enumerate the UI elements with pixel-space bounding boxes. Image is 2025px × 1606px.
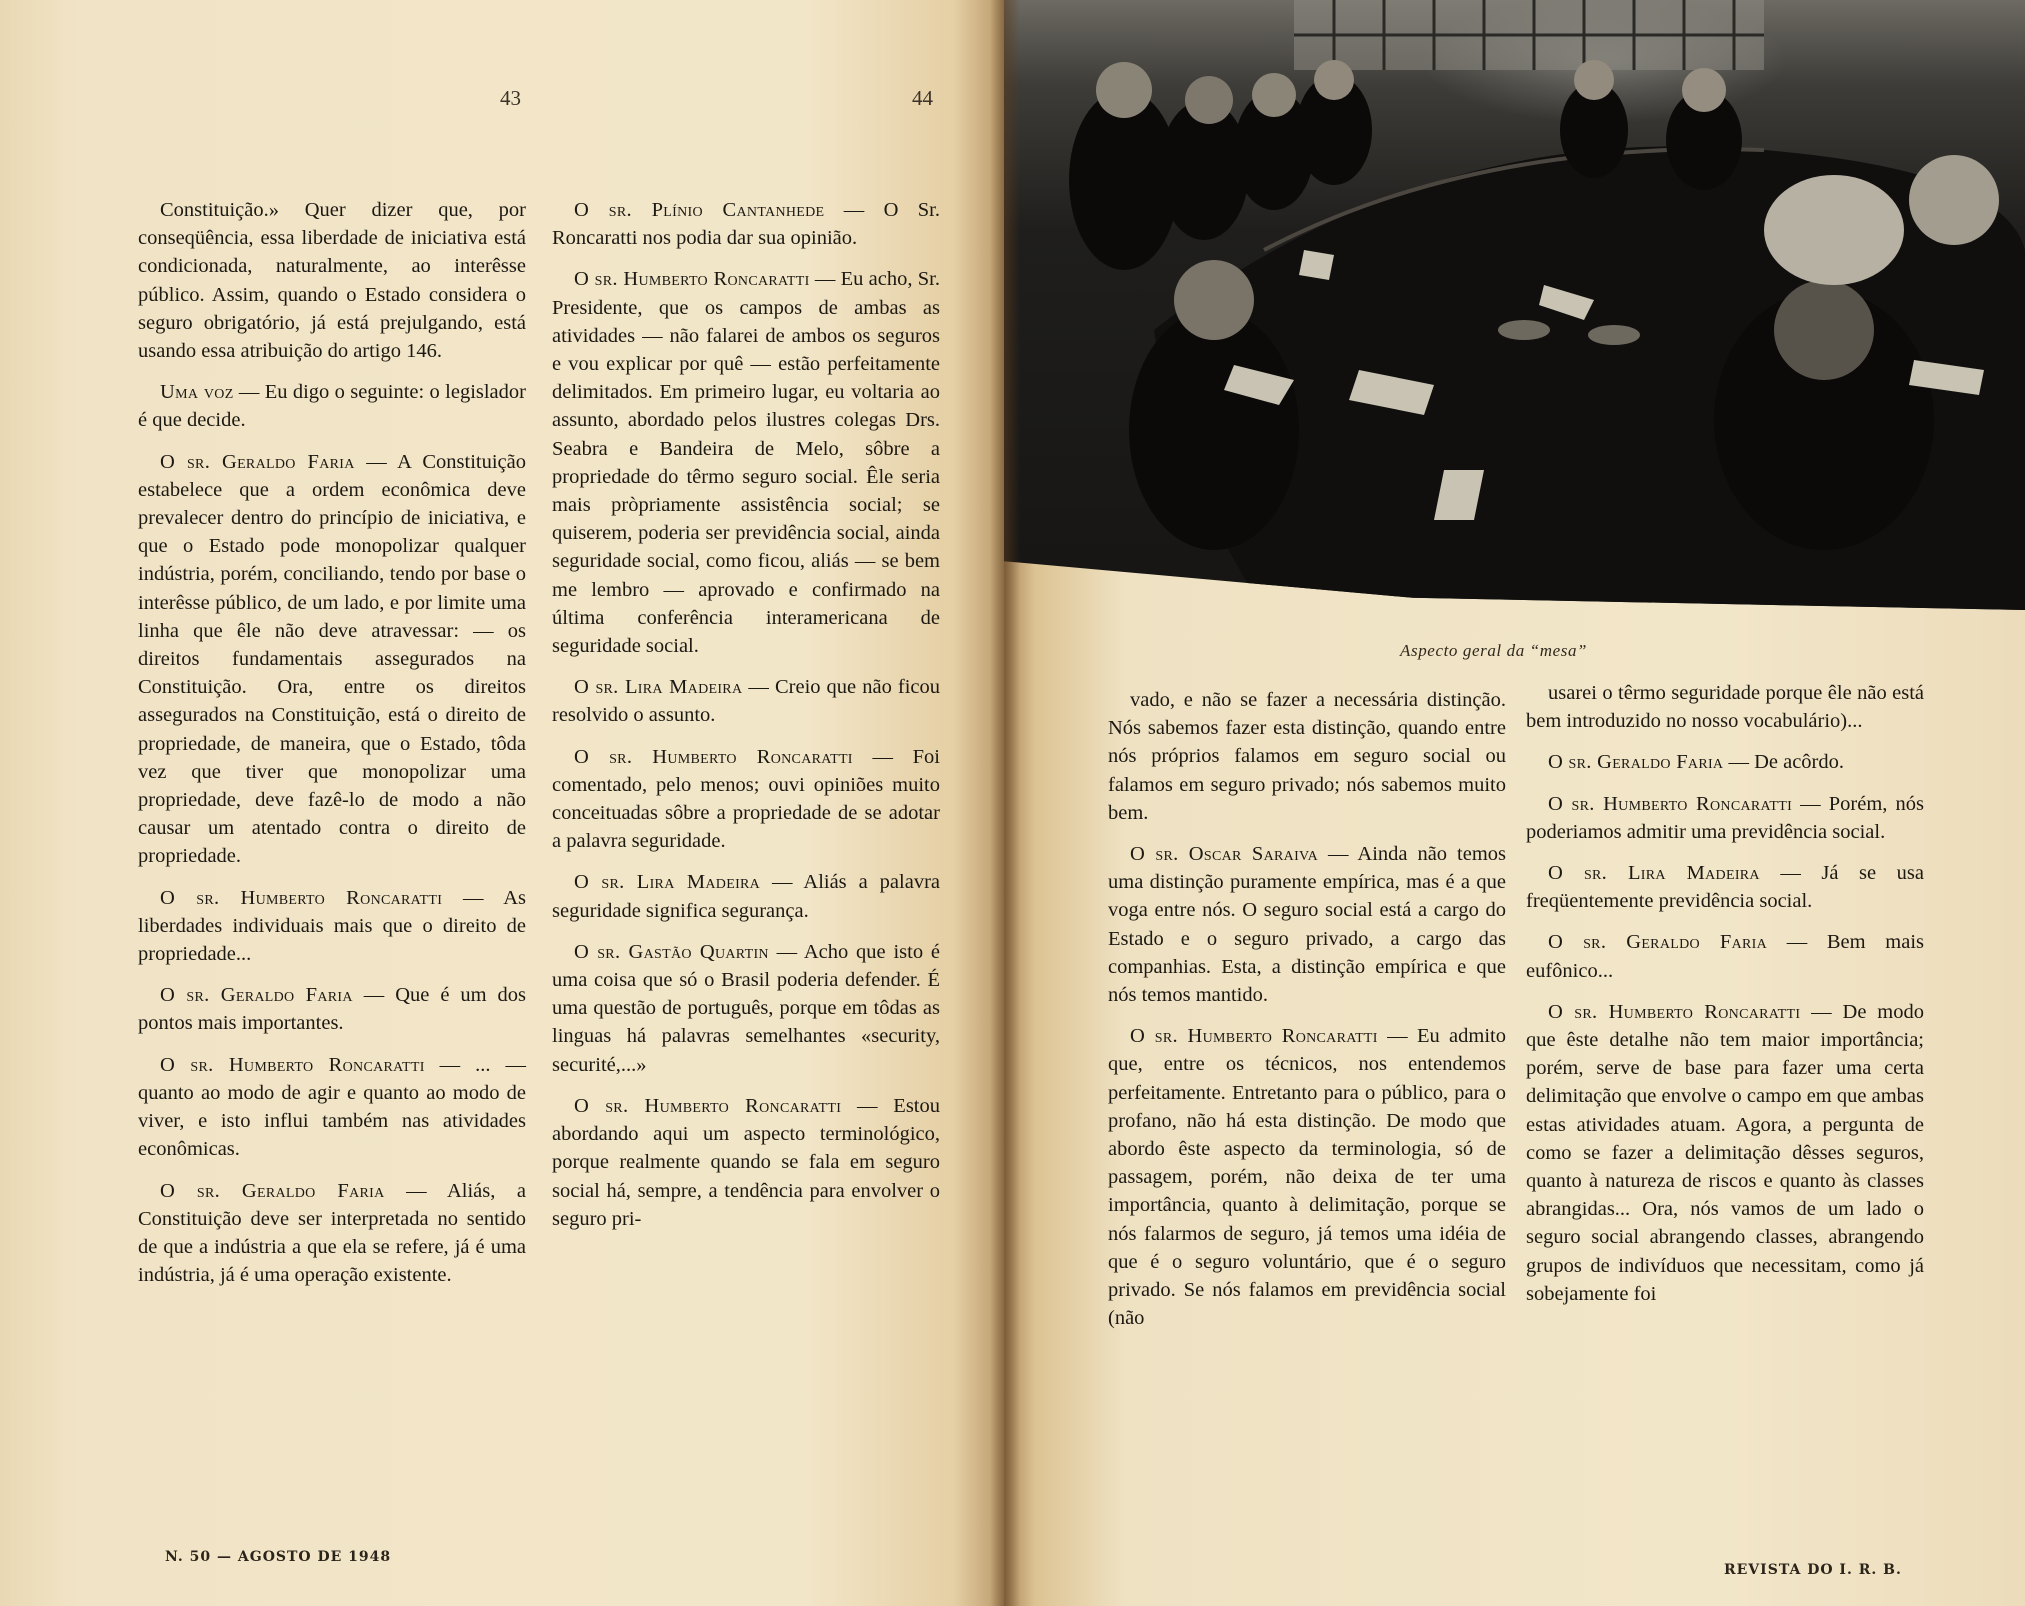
- speaker-name: O sr. Humberto Roncaratti: [1548, 792, 1793, 815]
- footer-left: N. 50 — AGOSTO DE 1948: [165, 1549, 392, 1565]
- text-column-2: [552, 196, 940, 1246]
- text-column-1: [138, 196, 526, 1302]
- paragraph: [1526, 790, 1924, 846]
- speech-text: — Eu admito que, entre os técnicos, nos entendemos perfeitamente. Entretanto para o público, para o profano, não há esta distinção. De modo que abordo êste aspecto da terminologia, só de passagem, porém, não deixa de ter uma importância, quanto à delimitação, porque se nós falarmos de seguro, já temos uma idéia de que é o seguro voluntário, que é o seguro privado. Se nós falamos em previdência social (não: [1108, 1025, 1506, 1330]
- speech-text: — Eu digo o seguinte: o legislador é que decide.: [138, 381, 526, 432]
- paragraph: [1526, 928, 1924, 984]
- paragraph: [1526, 998, 1924, 1308]
- right-page: [1004, 0, 2025, 1606]
- speech-text: — Bem mais eufônico...: [1526, 931, 1925, 982]
- speech-text: — ... — quanto ao modo de agir e quanto ao modo de viver, e isto influi também nas atividades econômicas.: [138, 1053, 526, 1161]
- paragraph: [552, 1092, 940, 1233]
- paragraph: [1526, 859, 1924, 915]
- photo-caption: Aspecto geral da “mesa”: [1400, 641, 1588, 660]
- speech-text: — Já se usa freqüentemente previdência social.: [1526, 862, 1925, 913]
- speaker-name: O sr. Geraldo Faria: [160, 984, 353, 1007]
- speaker-name: O sr. Lira Madeira: [574, 871, 761, 894]
- paragraph: [552, 196, 940, 252]
- paragraph: [552, 743, 940, 856]
- speaker-name: O sr. Oscar Saraiva: [1130, 843, 1319, 866]
- paragraph: [138, 981, 526, 1037]
- paragraph: [138, 378, 526, 434]
- paragraph: [138, 448, 526, 871]
- speaker-name: O sr. Geraldo Faria: [160, 1179, 385, 1202]
- speech-text: — A Constituição estabelece que a ordem econômica deve prevalecer dentro do princípio de iniciativa, e que o Estado pode monopolizar qualquer indústria, porém, conciliando, tendo por base o interêsse público, de um lado, e por limite uma linha que êle não deve atravessar: — os direitos fundamentais assegurados na Constituição. Ora, entre os direitos assegurados na Constituição, está o direito de propriedade, de maneira, que o Estado, tôda vez que tiver que monopolizar uma propriedade, deve fazê-lo de modo a não causar um atentado contra o direito de propriedade.: [138, 450, 526, 868]
- speech-text: — Que é um dos pontos mais importantes.: [138, 984, 526, 1035]
- speech-text: — Aliás, a Constituição deve ser interpretada no sentido de que a indústria a que ela se refere, já é uma indústria, já é uma operação existente.: [138, 1179, 526, 1287]
- speaker-name: O sr. Geraldo Faria: [160, 450, 355, 473]
- speaker-name: O sr. Humberto Roncaratti: [574, 1094, 842, 1117]
- speech-text: — O Sr. Roncaratti nos podia dar sua opinião.: [552, 199, 941, 250]
- speech-text: — Estou abordando aqui um aspecto terminológico, porque realmente quando se fala em seguro social há, sempre, a tendência para envolver o seguro pri-: [552, 1094, 940, 1230]
- speaker-name: O sr. Plínio Cantanhede: [574, 199, 825, 221]
- text-column-3: [1108, 686, 1506, 1345]
- speech-text: — Acho que isto é uma coisa que só o Brasil poderia defender. É uma questão de português, porque em tôdas as linguas há palavras semelhantes «security, securité,...»: [552, 940, 940, 1076]
- speaker-name: Uma voz: [160, 381, 234, 404]
- paragraph: [552, 868, 940, 924]
- speaker-name: O sr. Gastão Quartin: [574, 940, 769, 963]
- speech-text: — Creio que não ficou resolvido o assunto.: [552, 676, 940, 727]
- speech-text: — Foi comentado, pelo menos; ouvi opiniões muito conceituadas sôbre a propriedade de se adotar a palavra seguridade.: [552, 745, 940, 853]
- speaker-name: O sr. Humberto Roncaratti: [1548, 1000, 1801, 1023]
- meeting-photo: [1004, 0, 2025, 610]
- paragraph: [138, 1051, 526, 1164]
- spine-gutter: [990, 0, 1020, 1606]
- speech-text: — De acôrdo.: [1723, 751, 1845, 774]
- paragraph: usarei o têrmo seguridade porque êle não está bem introduzido no nosso vocabulário)...: [1526, 682, 1924, 733]
- paragraph: [138, 884, 526, 969]
- speech-text: — Ainda não temos uma distinção puramente empírica, mas é a que voga entre nós. O seguro social está a cargo do Estado e o seguro privado, a cargo das companhias. Esta, a distinção empírica e que nós temos mantido.: [1108, 843, 1506, 1007]
- speech-text: — As liberdades individuais mais que o direito de propriedade...: [138, 886, 527, 966]
- paragraph: [1526, 748, 1924, 776]
- paragraph: [552, 673, 940, 729]
- speech-text: — Aliás a palavra seguridade significa segurança.: [552, 871, 941, 922]
- speech-text: — Eu acho, Sr. Presidente, que os campos de ambas as atividades — não falarei de ambos os seguros e vou explicar por quê — estão perfeitamente delimitados. Em primeiro lugar, eu voltaria ao assunto, abordado pelos ilustres colegas Drs. Seabra e Bandeira de Melo, sôbre a propriedade do têrmo seguro social. Êle seria mais pròpriamente assistência social; se quiserem, poderia ser previdência social, ainda seguridade social, como ficou, aliás — se bem me lembro — aprovado e confirmado na última conferência interamericana de seguridade social.: [552, 268, 940, 658]
- paragraph: [552, 938, 940, 1079]
- paragraph: Constituição.» Quer dizer que, por conseqüência, essa liberdade de iniciativa está condicionada, naturalmente, ao interêsse público. Assim, quando o Estado considera o seguro obrigatório, já está prejulgando, está usando essa atribuição do artigo 146.: [138, 199, 526, 363]
- left-page: [0, 0, 1004, 1606]
- page-number-right: 44: [912, 86, 933, 110]
- speaker-name: O sr. Geraldo Faria: [1548, 931, 1768, 954]
- paragraph: [552, 265, 940, 660]
- speaker-name: O sr. Geraldo Faria: [1548, 751, 1724, 774]
- speaker-name: O sr. Humberto Roncaratti: [574, 268, 810, 291]
- page-number-left: 43: [500, 86, 521, 110]
- paragraph: vado, e não se fazer a necessária distinção. Nós sabemos fazer esta distinção, quando entre nós próprios falamos em seguro social ou falamos em seguro privado; nós sabemos muito bem.: [1108, 689, 1506, 824]
- paragraph: [1108, 840, 1506, 1009]
- footer-right: REVISTA DO I. R. B.: [1724, 1562, 1902, 1578]
- text-column-4: [1526, 679, 1924, 1321]
- paragraph: [138, 1177, 526, 1290]
- speech-text: — De modo que êste detalhe não tem maior importância; porém, serve de base para fazer uma certa delimitação que envolve o campo em que ambas estas atividades atuam. Agora, a pergunta de como se fazer a delimitação dêsses seguros, quanto à natureza de riscos e quanto às classes abrangidas... Ora, nós vamos de um lado o seguro social abrangendo classes, abrangendo grupos de indivíduos que necessitam, como já sobejamente foi: [1526, 1000, 1924, 1305]
- speaker-name: O sr. Lira Madeira: [1548, 862, 1760, 885]
- speaker-name: O sr. Humberto Roncaratti: [160, 1053, 425, 1076]
- paragraph: [1108, 1022, 1506, 1332]
- speaker-name: O sr. Lira Madeira: [574, 676, 743, 699]
- speech-text: — Porém, nós poderiamos admitir uma previdência social.: [1526, 792, 1924, 843]
- meeting-photo-drawing: [1004, 0, 2025, 610]
- speaker-name: O sr. Humberto Roncaratti: [1130, 1025, 1378, 1048]
- speaker-name: O sr. Humberto Roncaratti: [160, 886, 443, 909]
- speaker-name: O sr. Humberto Roncaratti: [574, 745, 853, 768]
